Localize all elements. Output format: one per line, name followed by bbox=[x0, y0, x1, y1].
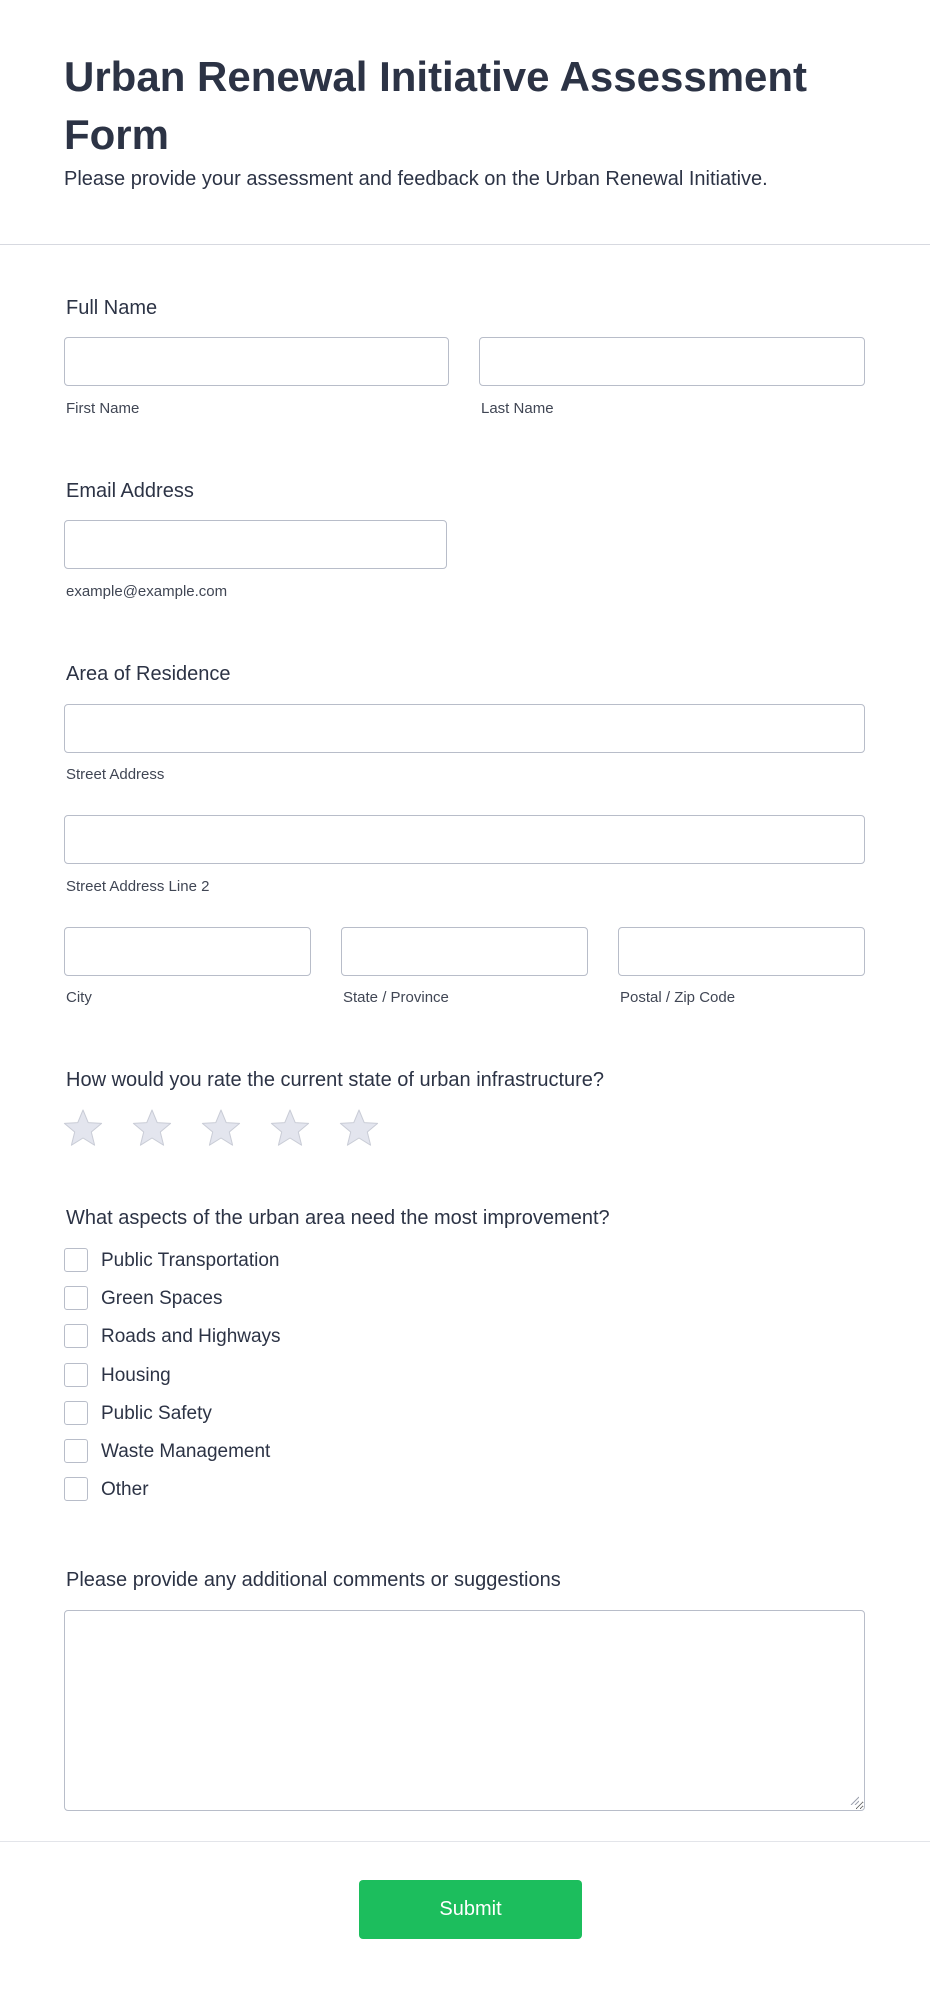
resize-grip-icon[interactable] bbox=[849, 1795, 859, 1805]
rating-question: How would you rate the current state of urban infrastructure? bbox=[66, 1069, 605, 1091]
state-input[interactable] bbox=[341, 927, 588, 976]
street-address-line2-sublabel: Street Address Line 2 bbox=[66, 878, 210, 895]
first-name-sublabel: First Name bbox=[66, 400, 140, 417]
improvement-option-label: Green Spaces bbox=[101, 1288, 223, 1310]
state-sublabel: State / Province bbox=[343, 989, 449, 1006]
improvement-checkbox[interactable] bbox=[64, 1363, 88, 1387]
rating-star-5-icon[interactable] bbox=[338, 1108, 380, 1150]
improvements-question: What aspects of the urban area need the most improvement? bbox=[66, 1207, 610, 1229]
first-name-input[interactable] bbox=[64, 337, 449, 386]
rating-star-3-icon[interactable] bbox=[200, 1108, 242, 1150]
street-address-sublabel: Street Address bbox=[66, 766, 165, 783]
email-hint: example@example.com bbox=[66, 583, 228, 600]
improvement-option[interactable] bbox=[64, 1363, 464, 1389]
improvement-checkbox[interactable] bbox=[64, 1248, 88, 1272]
form-title: Urban Renewal Initiative Assessment Form bbox=[64, 53, 808, 158]
improvement-option[interactable] bbox=[64, 1439, 464, 1465]
city-input[interactable] bbox=[64, 927, 311, 976]
last-name-input[interactable] bbox=[479, 337, 865, 386]
improvement-checkbox[interactable] bbox=[64, 1401, 88, 1425]
improvement-option[interactable] bbox=[64, 1477, 464, 1503]
email-input[interactable] bbox=[64, 520, 447, 569]
comments-label: Please provide any additional comments or suggestions bbox=[66, 1569, 561, 1591]
footer-divider bbox=[0, 1841, 930, 1842]
zip-sublabel: Postal / Zip Code bbox=[620, 989, 736, 1006]
city-sublabel: City bbox=[66, 989, 92, 1006]
improvement-option-label: Public Transportation bbox=[101, 1250, 280, 1271]
improvement-option-label: Public Safety bbox=[101, 1402, 212, 1424]
improvement-option[interactable] bbox=[64, 1286, 464, 1312]
full-name-label: Full Name bbox=[66, 297, 158, 319]
improvement-option[interactable] bbox=[64, 1401, 464, 1427]
email-label: Email Address bbox=[66, 480, 194, 502]
improvement-checkbox[interactable] bbox=[64, 1477, 88, 1501]
street-address-input[interactable] bbox=[64, 704, 865, 753]
rating-star-2-icon[interactable] bbox=[131, 1108, 173, 1150]
rating-star-1-icon[interactable] bbox=[62, 1108, 104, 1150]
improvement-checkbox[interactable] bbox=[64, 1439, 88, 1463]
form-header bbox=[0, 0, 930, 245]
form-subtitle: Please provide your assessment and feedback on the Urban Renewal Initiative. bbox=[64, 168, 768, 190]
improvement-option-label: Waste Management bbox=[101, 1441, 271, 1462]
improvement-option-label: Housing bbox=[101, 1364, 171, 1386]
street-address-line2-input[interactable] bbox=[64, 815, 865, 864]
improvement-checkbox[interactable] bbox=[64, 1324, 88, 1348]
address-label: Area of Residence bbox=[66, 663, 231, 685]
rating-star-4-icon[interactable] bbox=[269, 1108, 311, 1150]
improvement-checkbox[interactable] bbox=[64, 1286, 88, 1310]
submit-button[interactable]: Submit bbox=[359, 1880, 582, 1939]
last-name-sublabel: Last Name bbox=[481, 400, 554, 417]
improvement-option[interactable] bbox=[64, 1324, 464, 1350]
improvement-option[interactable] bbox=[64, 1248, 464, 1274]
improvement-option-label: Other bbox=[101, 1479, 149, 1501]
comments-textarea[interactable] bbox=[64, 1610, 865, 1811]
improvement-option-label: Roads and Highways bbox=[101, 1326, 281, 1348]
zip-input[interactable] bbox=[618, 927, 865, 976]
